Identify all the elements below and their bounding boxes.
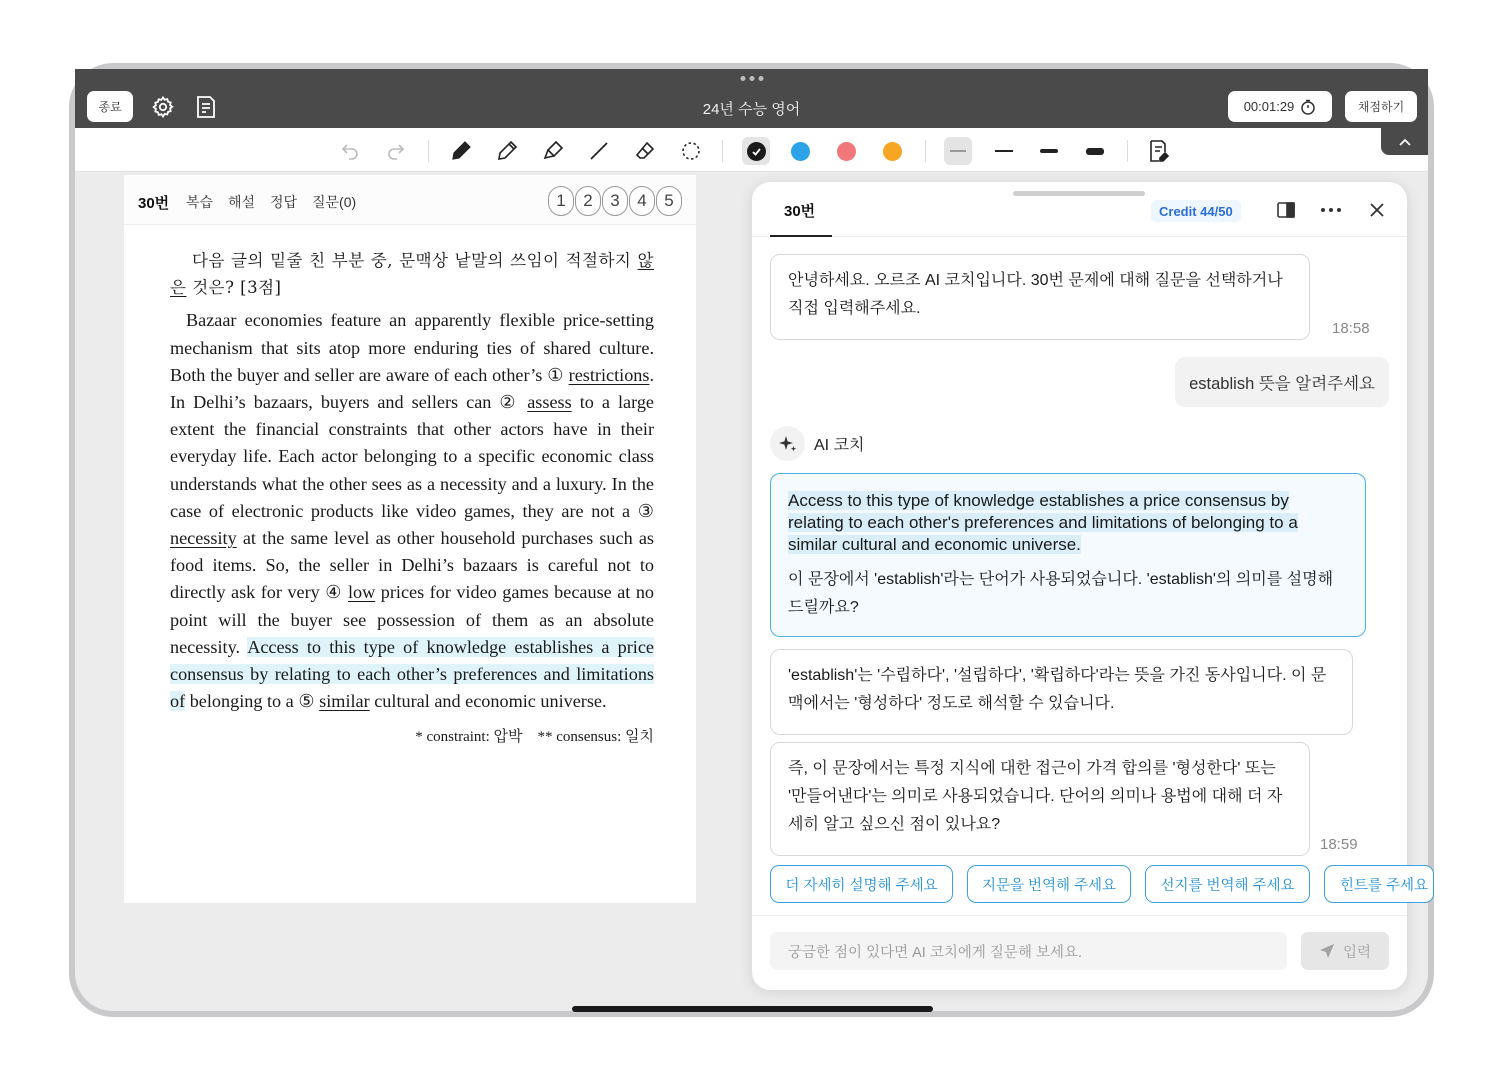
more-options-icon[interactable]: [1318, 197, 1344, 223]
chevron-up-icon: [1398, 137, 1412, 147]
toolbar-divider: [1127, 140, 1128, 162]
timer-button[interactable]: [1228, 91, 1332, 122]
passage-body[interactable]: Bazaar economies feature an apparently flexible price-setting mechanism that sits atop more enduring ties of shared culture. Both the buyer and seller are aware of each other’s ① restrictions. In Delhi’s bazaars, buyers and sellers can ② assess to a large extent the financial constraints that other actors have in their everyday life. Each actor belonging to a specific economic class understands what the other sees as a necessity and a luxury. In the case of electronic products like video games, they are not a ③ necessity at the same level as other household purchases such as food items. So, the seller in Delhi’s bazaars is careful not to directly ask for very ④ low prices for video games because at no point will the buyer see possession of them as an absolute necessity. Access to this type of knowledge establishes a price consensus by relating to each other’s preferences and limitations of belonging to a ⑤ similar cultural and economic universe.: [170, 310, 655, 712]
sparkle-icon: [770, 426, 805, 461]
eraser-icon[interactable]: [632, 138, 658, 164]
answer-choices: [548, 186, 682, 216]
split-view-icon[interactable]: [1273, 197, 1299, 223]
app-title: 24년 수능 영어: [702, 101, 801, 118]
chat-input-area: [752, 915, 1407, 990]
choice-3[interactable]: 3: [602, 186, 628, 216]
toolbar-divider: [925, 140, 926, 162]
passage[interactable]: [170, 247, 654, 758]
chat-tab-question[interactable]: 30번: [770, 200, 832, 237]
question-instruction: 다음 글의 밑줄 친 부분 중, 문맥상 낱말의 쓰임이 적절하지 않은 것은? [3점]: [170, 251, 654, 298]
color-swatch-black: [747, 142, 766, 161]
tablet-frame: [69, 63, 1434, 1017]
color-black-selected[interactable]: [742, 137, 770, 165]
underlined-word-1: restrictions: [568, 364, 650, 385]
screen: [75, 69, 1428, 1011]
quote-question: 이 문장에서 'establish'라는 단어가 사용되었습니다. 'establish'의 의미를 설명해 드릴까요?: [788, 571, 1334, 616]
underlined-word-3: necessity: [170, 528, 237, 549]
message-timestamp: 18:59: [1320, 836, 1358, 853]
marker-2: ②: [499, 392, 520, 413]
footnotes: * constraint: 압박 ** consensus: 일치: [415, 727, 654, 746]
ai-coach-label: AI 코치: [814, 437, 865, 454]
user-message: establish 뜻을 알려주세요: [1175, 357, 1389, 407]
tab-answer[interactable]: 정답: [270, 194, 298, 210]
stroke-thick[interactable]: [1036, 138, 1062, 164]
pencil-icon[interactable]: [494, 138, 520, 164]
marker-4: ④: [325, 582, 343, 603]
redo-icon[interactable]: [383, 138, 409, 164]
chat-input[interactable]: 궁금한 점이 있다면 AI 코치에게 질문해 보세요.: [770, 932, 1287, 970]
choice-2[interactable]: 2: [575, 186, 601, 216]
timer-value: 00:01:29: [1243, 99, 1295, 114]
question-panel: [124, 175, 696, 903]
quoted-sentence: Access to this type of knowledge establishes a price consensus by relating to each other's preferences and limitations of belonging to a similar cultural and economic universe.: [788, 491, 1298, 554]
title-bar: [75, 69, 1428, 128]
highlighted-sentence: Access to this type of knowledge establishes a price consensus by relating to each other’s preferences and limitations of: [170, 636, 654, 712]
suggestion-chips: [770, 865, 1429, 905]
send-button[interactable]: [1301, 932, 1389, 970]
marker-3: ③: [637, 500, 654, 521]
stroke-extra-thick[interactable]: [1082, 138, 1108, 164]
send-label: 입력: [1342, 944, 1371, 961]
color-swatch-blue[interactable]: [791, 142, 810, 161]
collapse-toolbar-button[interactable]: [1381, 128, 1428, 155]
toolbar-divider: [722, 140, 723, 162]
tab-questions[interactable]: 질문(0): [312, 194, 357, 210]
underlined-word-4: low: [347, 582, 376, 603]
marker-5: ⑤: [298, 691, 315, 712]
ai-answer-followup: 즉, 이 문장에서는 특정 지식에 대한 접근이 가격 합의를 '형성한다' 또는 '만들어낸다'는 의미로 사용되었습니다. 단어의 의미나 용법에 대해 더 자세히 알고 싶으신 점이 있나요?: [770, 742, 1310, 856]
tab-review[interactable]: 복습: [186, 194, 214, 210]
suggestion-translate-passage[interactable]: 지문을 번역해 주세요: [967, 865, 1131, 903]
stroke-medium[interactable]: [991, 138, 1017, 164]
ai-quote-message: [770, 473, 1366, 637]
drawing-toolbar: [75, 128, 1428, 172]
message-timestamp: 18:58: [1332, 320, 1370, 337]
end-button[interactable]: 종료: [87, 91, 133, 122]
question-header: [124, 175, 696, 225]
toolbar-divider: [428, 140, 429, 162]
ai-sender: [770, 426, 864, 461]
pen-icon[interactable]: [448, 138, 474, 164]
suggestion-hint[interactable]: 힌트를 주세요: [1324, 865, 1434, 903]
note-edit-icon[interactable]: [1146, 138, 1172, 164]
tab-explanation[interactable]: 해설: [228, 194, 256, 210]
underlined-word-5: similar: [319, 691, 370, 712]
stopwatch-icon: [1300, 99, 1316, 115]
highlighter-icon[interactable]: [540, 138, 566, 164]
credit-badge: Credit 44/50: [1151, 200, 1241, 222]
choice-5[interactable]: 5: [656, 186, 682, 216]
color-swatch-red[interactable]: [837, 142, 856, 161]
lasso-select-icon[interactable]: [678, 138, 704, 164]
send-icon: [1319, 943, 1335, 959]
choice-4[interactable]: 4: [629, 186, 655, 216]
line-tool-icon[interactable]: [586, 138, 612, 164]
underlined-word-2: assess: [527, 392, 572, 413]
undo-icon[interactable]: [337, 138, 363, 164]
grade-button[interactable]: 채점하기: [1345, 91, 1417, 122]
suggestion-translate-choices[interactable]: 선지를 번역해 주세요: [1145, 865, 1310, 903]
question-number: 30번: [138, 195, 170, 212]
ai-coach-panel: [752, 182, 1429, 990]
stroke-thin-selected[interactable]: [944, 137, 972, 165]
ai-greeting-message: 안녕하세요. 오르조 AI 코치입니다. 30번 문제에 대해 질문을 선택하거나 직접 입력해주세요.: [770, 254, 1310, 340]
ai-answer-message: 'establish'는 '수립하다', '설립하다', '확립하다'라는 뜻을 가진 동사입니다. 이 문맥에서는 '형성하다' 정도로 해석할 수 있습니다.: [770, 649, 1353, 735]
marker-1: ①: [547, 364, 564, 385]
multitask-handle[interactable]: [740, 76, 763, 81]
close-icon[interactable]: [1364, 197, 1390, 223]
color-swatch-orange[interactable]: [883, 142, 902, 161]
home-indicator: [572, 1006, 933, 1012]
choice-1[interactable]: 1: [548, 186, 574, 216]
chat-header: [752, 182, 1407, 237]
suggestion-explain-more[interactable]: 더 자세히 설명해 주세요: [770, 865, 953, 903]
